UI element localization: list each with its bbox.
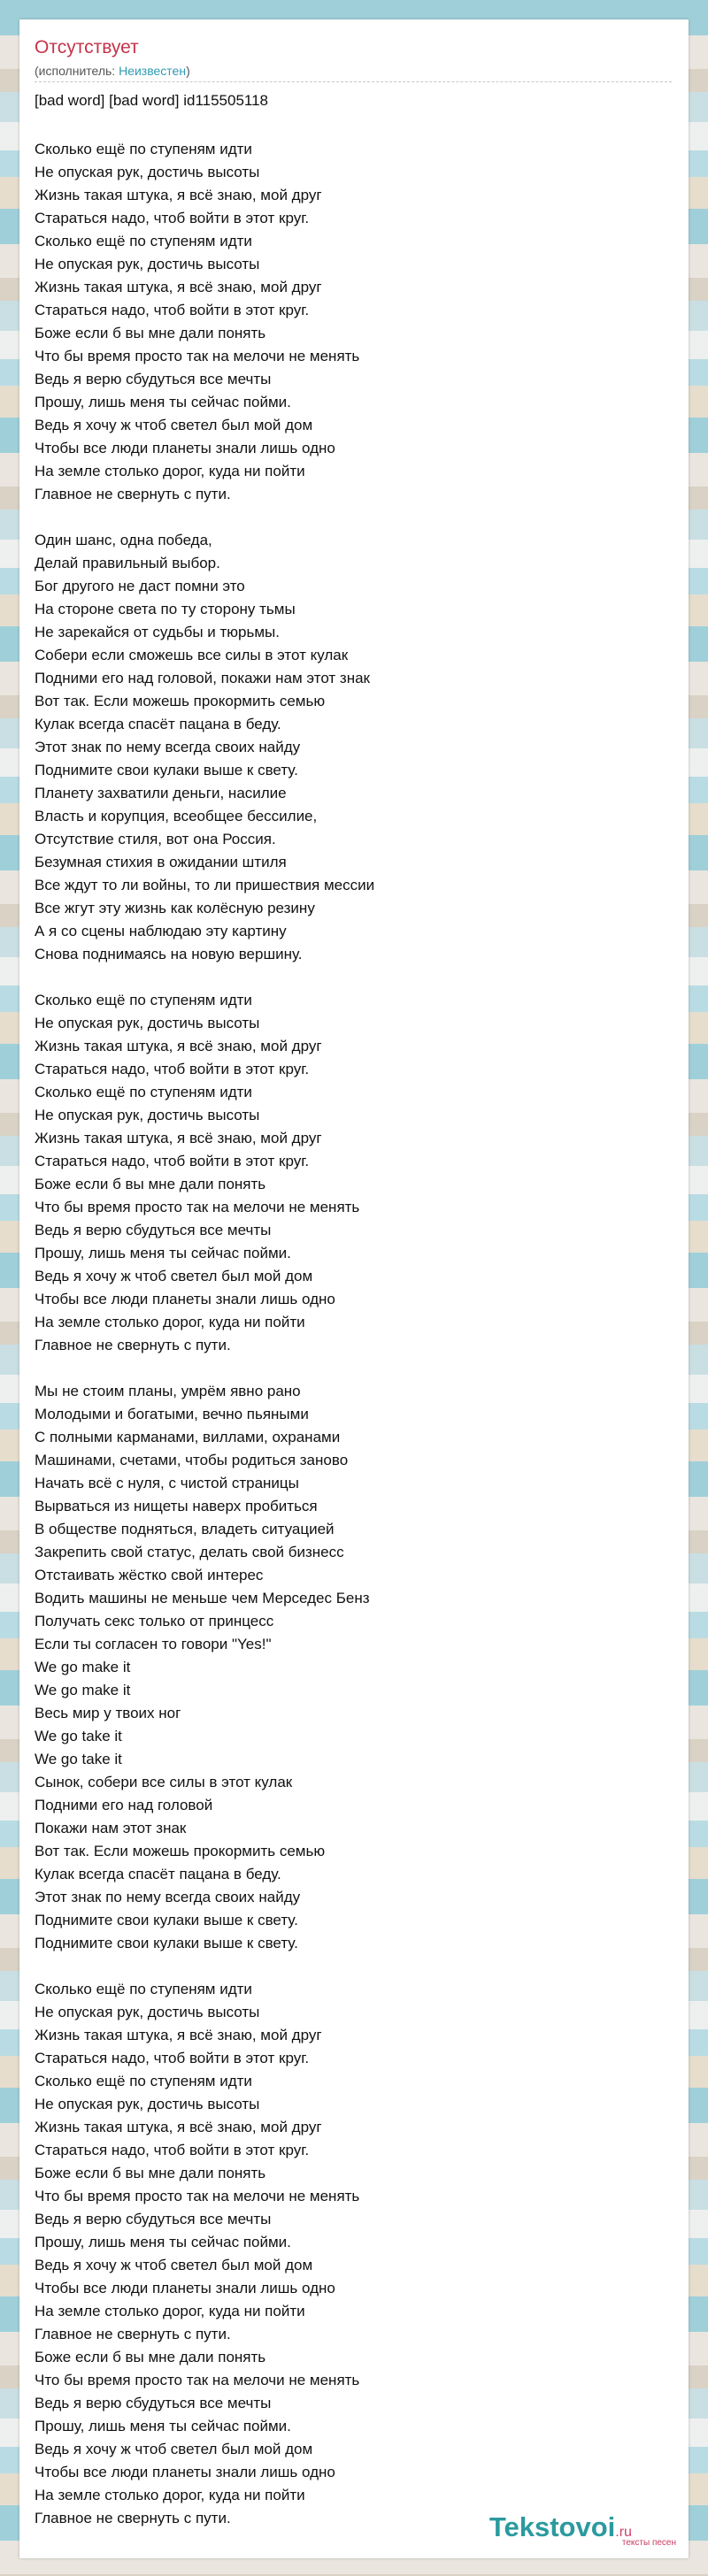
lyric-line: На земле столько дорог, куда ни пойти (35, 2487, 305, 2503)
lyric-line: Ведь я верю сбудуться все мечты (35, 2395, 272, 2411)
lyric-line: Бог другого не даст помни это (35, 578, 245, 594)
lyric-line: На земле столько дорог, куда ни пойти (35, 1314, 305, 1330)
lyric-line: We go make it (35, 1659, 131, 1675)
lyric-line: Боже если б вы мне дали понять (35, 1176, 266, 1192)
lyric-line: А я со сцены наблюдаю эту картину (35, 923, 287, 939)
lyric-line: Покажи нам этот знак (35, 1820, 187, 1836)
lyric-line: Боже если б вы мне дали понять (35, 2165, 266, 2181)
lyric-line: Сколько ещё по ступеням идти (35, 141, 252, 157)
lyric-line: Этот знак по нему всегда своих найду (35, 739, 301, 755)
lyric-line: Собери если сможешь все силы в этот кулак (35, 647, 349, 663)
song-title: Отсутствует (35, 37, 139, 58)
lyric-line: Этот знак по нему всегда своих найду (35, 1889, 301, 1905)
lyrics-stanza (35, 138, 672, 506)
lyric-line: Стараться надо, чтоб войти в этот круг. (35, 302, 310, 318)
lyric-line: Безумная стихия в ожидании штиля (35, 854, 287, 870)
lyric-line: Стараться надо, чтоб войти в этот круг. (35, 1153, 310, 1169)
lyric-line: Ведь я верю сбудуться все мечты (35, 371, 272, 387)
lyric-line: Боже если б вы мне дали понять (35, 2349, 266, 2365)
lyric-line: Если ты согласен то говори "Yes!" (35, 1636, 272, 1652)
lyric-line: Власть и корупция, всеобщее бессилие, (35, 808, 318, 824)
lyric-line: Вот так. Если можешь прокормить семью (35, 1843, 326, 1859)
lyric-line: Не опуская рук, достичь высоты (35, 2096, 260, 2112)
lyric-line: Жизнь такая штука, я всё знаю, мой друг (35, 279, 322, 295)
lyric-line: На стороне света по ту сторону тьмы (35, 601, 296, 617)
lyric-line: Что бы время просто так на мелочи не менять (35, 1199, 360, 1215)
lyric-line: Подними его над головой, покажи нам этот знак (35, 670, 370, 686)
lyric-line: Ведь я хочу ж чтоб светел был мой дом (35, 417, 313, 433)
lyric-line: Не опуская рук, достичь высоты (35, 256, 260, 272)
lyrics-stanza (35, 1380, 672, 1955)
lyric-line: Водить машины не меньше чем Мерседес Бенз (35, 1590, 370, 1606)
lyric-line: Что бы время просто так на мелочи не менять (35, 348, 360, 364)
lyrics-stanza (35, 989, 672, 1357)
lyric-line: Жизнь такая штука, я всё знаю, мой друг (35, 1130, 322, 1146)
lyric-line: Не опуская рук, достичь высоты (35, 1107, 260, 1123)
lyric-line: Стараться надо, чтоб войти в этот круг. (35, 2050, 310, 2066)
lyric-line: Прошу, лишь меня ты сейчас пойми. (35, 2418, 291, 2434)
lyric-line: Жизнь такая штука, я всё знаю, мой друг (35, 2027, 322, 2043)
lyric-line: Ведь я хочу ж чтоб светел был мой дом (35, 1268, 313, 1284)
lyrics-stanza (35, 1978, 672, 2530)
lyric-line: Стараться надо, чтоб войти в этот круг. (35, 2142, 310, 2158)
lyric-line: Все ждут то ли войны, то ли пришествия мессии (35, 877, 375, 893)
lyric-line: Кулак всегда спасёт пацана в беду. (35, 716, 281, 732)
lyric-line: Сынок, собери все силы в этот кулак (35, 1774, 293, 1790)
lyric-line: Подними его над головой (35, 1797, 213, 1813)
lyric-line: Не опуская рук, достичь высоты (35, 164, 260, 180)
lyric-line: Отсутствие стиля, вот она Россия. (35, 831, 276, 847)
lyric-line: Ведь я хочу ж чтоб светел был мой дом (35, 2441, 313, 2457)
lyric-line: Делай правильный выбор. (35, 555, 220, 571)
lyric-line: Мы не стоим планы, умрём явно рано (35, 1383, 301, 1399)
lyric-line: Чтобы все люди планеты знали лишь одно (35, 440, 335, 456)
logo-tld: .ru (615, 2525, 632, 2540)
lyric-line: Все жгут эту жизнь как колёсную резину (35, 900, 315, 916)
lyric-line: Не опуская рук, достичь высоты (35, 1015, 260, 1031)
lyric-line: Главное не свернуть с пути. (35, 486, 231, 502)
lyric-line: Стараться надо, чтоб войти в этот круг. (35, 210, 310, 226)
lyric-line: Сколько ещё по ступеням идти (35, 2073, 252, 2089)
lyric-line: Прошу, лишь меня ты сейчас пойми. (35, 1245, 291, 1261)
lyric-line: Отстаивать жёстко свой интерес (35, 1567, 264, 1583)
site-logo[interactable] (489, 2511, 676, 2548)
lyric-line: Что бы время просто так на мелочи не менять (35, 2188, 360, 2204)
lyric-line: Ведь я хочу ж чтоб светел был мой дом (35, 2257, 313, 2273)
lyric-line: Сколько ещё по ступеням идти (35, 233, 252, 249)
lyric-line: Закрепить свой статус, делать свой бизнесс (35, 1544, 344, 1560)
lyrics-card (19, 19, 689, 2558)
lyric-line: Сколько ещё по ступеням идти (35, 1981, 252, 1997)
lyric-line: Что бы время просто так на мелочи не менять (35, 2372, 360, 2388)
lyric-line: Весь мир у твоих ног (35, 1705, 181, 1721)
lyric-line: Начать всё с нуля, с чистой страницы (35, 1475, 299, 1491)
lyric-line: С полными карманами, виллами, охранами (35, 1429, 341, 1445)
lyric-line: Сколько ещё по ступеням идти (35, 1084, 252, 1100)
lyric-line: Один шанс, одна победа, (35, 532, 212, 548)
lyric-line: Поднимите свои кулаки выше к свету. (35, 762, 298, 778)
lyric-line: В обществе подняться, владеть ситуацией (35, 1521, 335, 1537)
lyric-line: Боже если б вы мне дали понять (35, 325, 266, 341)
lyric-line: Сколько ещё по ступеням идти (35, 992, 252, 1008)
logo-tagline: тексты песен (621, 2538, 676, 2548)
lyric-line: We go take it (35, 1751, 122, 1767)
lyric-line: Чтобы все люди планеты знали лишь одно (35, 1291, 335, 1307)
lyric-line: Планету захватили деньги, насилие (35, 785, 287, 801)
lyric-line: Стараться надо, чтоб войти в этот круг. (35, 1061, 310, 1077)
artist-line (35, 64, 190, 78)
lyric-line: Поднимите свои кулаки выше к свету. (35, 1935, 298, 1951)
lyric-line: Ведь я верю сбудуться все мечты (35, 1222, 272, 1238)
lyric-line: Жизнь такая штука, я всё знаю, мой друг (35, 1038, 322, 1054)
lyric-line: Получать секс только от принцесс (35, 1613, 274, 1629)
lyric-line: Главное не свернуть с пути. (35, 1337, 231, 1353)
lyric-line: Поднимите свои кулаки выше к свету. (35, 1912, 298, 1928)
lyric-line: На земле столько дорог, куда ни пойти (35, 463, 305, 479)
lyric-line: На земле столько дорог, куда ни пойти (35, 2303, 305, 2319)
lyric-line: Жизнь такая штука, я всё знаю, мой друг (35, 187, 322, 203)
lyric-line: Не опуская рук, достичь высоты (35, 2004, 260, 2020)
artist-prefix: (исполнитель: (35, 64, 119, 78)
lyric-line: Вот так. Если можешь прокормить семью (35, 693, 326, 709)
lyric-line: Не зарекайся от судьбы и тюрьмы. (35, 624, 280, 640)
lyric-line: Ведь я верю сбудуться все мечты (35, 2211, 272, 2227)
lyric-line: Главное не свернуть с пути. (35, 2326, 231, 2342)
lyric-line: Вырваться из нищеты наверх пробиться (35, 1498, 318, 1514)
lyric-line: Жизнь такая штука, я всё знаю, мой друг (35, 2119, 322, 2135)
lyric-line: Главное не свернуть с пути. (35, 2510, 231, 2526)
lyrics-stanza (35, 529, 672, 966)
lyric-line: Прошу, лишь меня ты сейчас пойми. (35, 394, 291, 410)
lyric-line: We go take it (35, 1728, 122, 1744)
lyric-line: Молодыми и богатыми, вечно пьяными (35, 1406, 309, 1422)
lyric-line: Кулак всегда спасёт пацана в беду. (35, 1866, 281, 1882)
artist-suffix: ) (186, 64, 190, 78)
divider (35, 81, 672, 82)
artist-link[interactable]: Неизвестен (119, 64, 187, 78)
lyric-line: Снова поднимаясь на новую вершину. (35, 946, 303, 962)
lyric-line: Чтобы все люди планеты знали лишь одно (35, 2464, 335, 2480)
lyric-line: Чтобы все люди планеты знали лишь одно (35, 2280, 335, 2296)
lyric-line: Прошу, лишь меня ты сейчас пойми. (35, 2234, 291, 2250)
lyrics-header: [bad word] [bad word] id115505118 (35, 92, 269, 109)
lyric-line: Машинами, счетами, чтобы родиться заново (35, 1452, 349, 1468)
logo-main: Tekstovoi (489, 2511, 616, 2542)
lyrics-text (35, 138, 672, 2553)
lyric-line: We go make it (35, 1682, 131, 1698)
